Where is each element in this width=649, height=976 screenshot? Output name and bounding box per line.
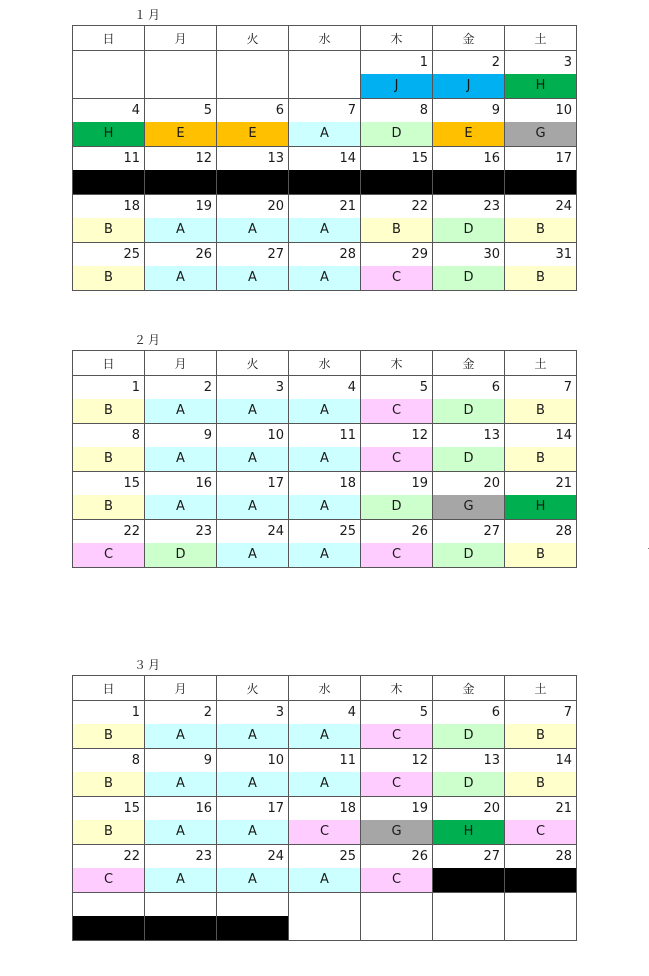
shift-label[interactable]: [433, 916, 505, 941]
day-number[interactable]: 21: [505, 797, 577, 820]
weekday-header: 金: [433, 351, 505, 376]
shift-label-row: [73, 122, 577, 147]
day-number[interactable]: 5: [361, 376, 433, 399]
day-number[interactable]: 3: [217, 376, 289, 399]
shift-label[interactable]: D: [361, 122, 433, 147]
shift-label[interactable]: C: [361, 724, 433, 749]
shift-label[interactable]: H: [505, 495, 577, 520]
shift-label[interactable]: A: [217, 399, 289, 424]
shift-label[interactable]: A: [289, 447, 361, 472]
day-number[interactable]: 14: [505, 749, 577, 772]
shift-label[interactable]: B: [73, 772, 145, 797]
day-number[interactable]: 10: [217, 424, 289, 447]
shift-label[interactable]: B: [505, 772, 577, 797]
shift-label[interactable]: H: [433, 820, 505, 845]
day-number[interactable]: 20: [433, 797, 505, 820]
weekday-header: 水: [289, 26, 361, 51]
shift-label[interactable]: A: [145, 868, 217, 893]
day-number[interactable]: 4: [73, 99, 145, 122]
shift-label-row: [73, 543, 577, 568]
shift-label[interactable]: B: [73, 447, 145, 472]
shift-label-row: [73, 170, 577, 195]
shift-label[interactable]: [217, 74, 289, 99]
day-number[interactable]: 18: [73, 195, 145, 218]
day-number[interactable]: [289, 51, 361, 74]
day-number[interactable]: 15: [73, 797, 145, 820]
shift-label[interactable]: D: [433, 543, 505, 568]
blocked-cell[interactable]: [505, 868, 577, 893]
shift-label-row: [73, 218, 577, 243]
day-number-row: [73, 893, 577, 916]
shift-label[interactable]: B: [505, 399, 577, 424]
day-number[interactable]: 7: [505, 376, 577, 399]
shift-label[interactable]: A: [217, 495, 289, 520]
day-number[interactable]: 5: [361, 701, 433, 724]
day-number[interactable]: 11: [73, 147, 145, 170]
day-number[interactable]: 21: [505, 472, 577, 495]
day-number[interactable]: 19: [361, 472, 433, 495]
shift-label-row: [73, 820, 577, 845]
day-number[interactable]: 1: [361, 51, 433, 74]
shift-label[interactable]: B: [73, 495, 145, 520]
weekday-header: 月: [145, 351, 217, 376]
day-number[interactable]: 24: [217, 845, 289, 868]
shift-label[interactable]: C: [505, 820, 577, 845]
month-title: ２月: [134, 333, 163, 347]
month-title: １月: [134, 8, 163, 22]
shift-label[interactable]: G: [505, 122, 577, 147]
shift-label[interactable]: B: [505, 447, 577, 472]
day-number[interactable]: 2: [145, 701, 217, 724]
blocked-cell[interactable]: [433, 868, 505, 893]
day-number[interactable]: 8: [73, 749, 145, 772]
weekday-header: 土: [505, 26, 577, 51]
weekday-header: 金: [433, 26, 505, 51]
shift-label-row: [73, 447, 577, 472]
day-number[interactable]: 7: [289, 99, 361, 122]
month-title: ３月: [134, 658, 163, 672]
day-number[interactable]: 22: [361, 195, 433, 218]
shift-label[interactable]: B: [505, 266, 577, 291]
shift-label[interactable]: A: [289, 218, 361, 243]
shift-label[interactable]: C: [289, 820, 361, 845]
shift-label[interactable]: A: [289, 543, 361, 568]
shift-label[interactable]: J: [433, 74, 505, 99]
shift-label-row: [73, 495, 577, 520]
day-number[interactable]: 19: [145, 195, 217, 218]
blocked-cell[interactable]: [433, 170, 505, 195]
shift-label[interactable]: J: [361, 74, 433, 99]
weekday-header: 金: [433, 676, 505, 701]
shift-label[interactable]: E: [433, 122, 505, 147]
blocked-cell[interactable]: [73, 170, 145, 195]
day-number[interactable]: 9: [145, 749, 217, 772]
shift-label[interactable]: D: [145, 543, 217, 568]
day-number[interactable]: 13: [433, 749, 505, 772]
day-number[interactable]: 8: [73, 424, 145, 447]
day-number[interactable]: 16: [145, 472, 217, 495]
blocked-cell[interactable]: [73, 916, 145, 941]
day-number[interactable]: 10: [505, 99, 577, 122]
shift-label[interactable]: A: [145, 820, 217, 845]
shift-label[interactable]: C: [73, 868, 145, 893]
weekday-header: 日: [73, 676, 145, 701]
shift-label[interactable]: C: [361, 543, 433, 568]
day-number[interactable]: 20: [217, 195, 289, 218]
day-number[interactable]: 4: [289, 376, 361, 399]
shift-label[interactable]: A: [145, 772, 217, 797]
shift-label[interactable]: C: [361, 868, 433, 893]
day-number[interactable]: 11: [289, 424, 361, 447]
shift-label[interactable]: H: [505, 74, 577, 99]
day-number[interactable]: 15: [73, 472, 145, 495]
day-number-row: [73, 376, 577, 399]
day-number[interactable]: 14: [289, 147, 361, 170]
shift-label-row: [73, 724, 577, 749]
day-number[interactable]: 25: [289, 520, 361, 543]
shift-label[interactable]: A: [289, 266, 361, 291]
weekday-header: 月: [145, 26, 217, 51]
shift-label[interactable]: A: [145, 495, 217, 520]
day-number[interactable]: 27: [433, 845, 505, 868]
weekday-header: 月: [145, 676, 217, 701]
day-number[interactable]: 17: [217, 472, 289, 495]
day-number[interactable]: 8: [361, 99, 433, 122]
day-number[interactable]: [217, 893, 289, 916]
day-number[interactable]: [73, 893, 145, 916]
day-number-row: [73, 195, 577, 218]
shift-label[interactable]: [145, 74, 217, 99]
shift-label[interactable]: D: [361, 495, 433, 520]
shift-label-row: [73, 772, 577, 797]
day-number[interactable]: 4: [289, 701, 361, 724]
day-number[interactable]: 24: [505, 195, 577, 218]
shift-label-row: [73, 399, 577, 424]
shift-label[interactable]: D: [433, 266, 505, 291]
day-number[interactable]: 23: [433, 195, 505, 218]
weekday-header: 火: [217, 676, 289, 701]
blocked-cell[interactable]: [145, 916, 217, 941]
blocked-cell[interactable]: [505, 170, 577, 195]
blocked-cell[interactable]: [361, 170, 433, 195]
day-number[interactable]: 31: [505, 243, 577, 266]
shift-label[interactable]: C: [73, 543, 145, 568]
shift-label[interactable]: A: [217, 772, 289, 797]
shift-label[interactable]: [73, 74, 145, 99]
day-number[interactable]: 7: [505, 701, 577, 724]
shift-label[interactable]: A: [217, 820, 289, 845]
day-number[interactable]: [289, 893, 361, 916]
day-number[interactable]: 25: [73, 243, 145, 266]
day-number-row: [73, 701, 577, 724]
shift-label[interactable]: A: [289, 772, 361, 797]
day-number-row: [73, 472, 577, 495]
weekday-header: 日: [73, 351, 145, 376]
shift-label[interactable]: [505, 916, 577, 941]
shift-label[interactable]: C: [361, 447, 433, 472]
day-number-row: [73, 845, 577, 868]
weekday-header: 木: [361, 676, 433, 701]
weekday-header: 土: [505, 351, 577, 376]
day-number[interactable]: 3: [505, 51, 577, 74]
day-number[interactable]: 12: [361, 424, 433, 447]
day-number[interactable]: [73, 51, 145, 74]
shift-label[interactable]: B: [73, 266, 145, 291]
day-number[interactable]: 27: [433, 520, 505, 543]
day-number-row: [73, 243, 577, 266]
day-number[interactable]: 17: [505, 147, 577, 170]
shift-label[interactable]: C: [361, 266, 433, 291]
shift-label[interactable]: A: [145, 266, 217, 291]
weekday-header-row: [73, 676, 577, 701]
day-number[interactable]: 22: [73, 845, 145, 868]
day-number[interactable]: 18: [289, 797, 361, 820]
weekday-header: 水: [289, 676, 361, 701]
weekday-header: 土: [505, 676, 577, 701]
shift-label[interactable]: B: [505, 543, 577, 568]
day-number[interactable]: 19: [361, 797, 433, 820]
shift-label[interactable]: A: [289, 122, 361, 147]
day-number[interactable]: 9: [145, 424, 217, 447]
shift-label[interactable]: H: [73, 122, 145, 147]
shift-label-row: [73, 74, 577, 99]
blocked-cell[interactable]: [145, 170, 217, 195]
shift-label[interactable]: [289, 74, 361, 99]
shift-label[interactable]: A: [217, 447, 289, 472]
day-number[interactable]: 23: [145, 845, 217, 868]
day-number[interactable]: 16: [433, 147, 505, 170]
day-number[interactable]: 26: [361, 845, 433, 868]
day-number[interactable]: [217, 51, 289, 74]
shift-label[interactable]: E: [145, 122, 217, 147]
shift-label[interactable]: A: [217, 266, 289, 291]
day-number[interactable]: [433, 893, 505, 916]
day-number[interactable]: 22: [73, 520, 145, 543]
blocked-cell[interactable]: [217, 170, 289, 195]
day-number[interactable]: 6: [433, 701, 505, 724]
shift-label[interactable]: E: [217, 122, 289, 147]
day-number[interactable]: 26: [145, 243, 217, 266]
day-number[interactable]: [145, 51, 217, 74]
shift-label[interactable]: A: [289, 399, 361, 424]
day-number[interactable]: 30: [433, 243, 505, 266]
day-number[interactable]: 28: [289, 243, 361, 266]
day-number[interactable]: 25: [289, 845, 361, 868]
day-number[interactable]: 28: [505, 845, 577, 868]
weekday-header: 火: [217, 351, 289, 376]
day-number[interactable]: 9: [433, 99, 505, 122]
day-number[interactable]: 6: [217, 99, 289, 122]
day-number-row: [73, 520, 577, 543]
weekday-header: 木: [361, 26, 433, 51]
day-number[interactable]: [145, 893, 217, 916]
shift-label[interactable]: C: [361, 399, 433, 424]
day-number[interactable]: 14: [505, 424, 577, 447]
month-calendar: [72, 675, 577, 941]
day-number[interactable]: 1: [73, 701, 145, 724]
shift-label[interactable]: G: [361, 820, 433, 845]
day-number[interactable]: 18: [289, 472, 361, 495]
shift-label[interactable]: A: [145, 218, 217, 243]
day-number-row: [73, 749, 577, 772]
day-number-row: [73, 51, 577, 74]
day-number[interactable]: 2: [145, 376, 217, 399]
day-number-row: [73, 147, 577, 170]
shift-label[interactable]: D: [433, 724, 505, 749]
shift-label[interactable]: A: [217, 724, 289, 749]
shift-label[interactable]: B: [73, 820, 145, 845]
day-number[interactable]: 10: [217, 749, 289, 772]
shift-label[interactable]: A: [217, 868, 289, 893]
shift-label[interactable]: [289, 916, 361, 941]
shift-label[interactable]: [361, 916, 433, 941]
day-number[interactable]: 12: [145, 147, 217, 170]
day-number[interactable]: 26: [361, 520, 433, 543]
day-number[interactable]: 5: [145, 99, 217, 122]
day-number[interactable]: 21: [289, 195, 361, 218]
weekday-header: 木: [361, 351, 433, 376]
day-number[interactable]: 28: [505, 520, 577, 543]
day-number[interactable]: 13: [217, 147, 289, 170]
day-number[interactable]: 2: [433, 51, 505, 74]
weekday-header-row: [73, 351, 577, 376]
day-number-row: [73, 99, 577, 122]
shift-label[interactable]: A: [289, 495, 361, 520]
shift-label[interactable]: D: [433, 218, 505, 243]
shift-label[interactable]: G: [433, 495, 505, 520]
month-calendar: [72, 25, 577, 291]
day-number[interactable]: 29: [361, 243, 433, 266]
day-number[interactable]: 23: [145, 520, 217, 543]
shift-label[interactable]: A: [145, 399, 217, 424]
shift-label[interactable]: D: [433, 447, 505, 472]
shift-label[interactable]: B: [73, 724, 145, 749]
day-number[interactable]: 1: [73, 376, 145, 399]
day-number-row: [73, 797, 577, 820]
weekday-header-row: [73, 26, 577, 51]
shift-label-row: [73, 916, 577, 941]
shift-label-row: [73, 868, 577, 893]
shift-label[interactable]: A: [217, 218, 289, 243]
day-number[interactable]: 12: [361, 749, 433, 772]
day-number[interactable]: [361, 893, 433, 916]
shift-label[interactable]: A: [145, 447, 217, 472]
day-number[interactable]: 20: [433, 472, 505, 495]
shift-label[interactable]: A: [289, 724, 361, 749]
blocked-cell[interactable]: [289, 170, 361, 195]
shift-label[interactable]: D: [433, 772, 505, 797]
weekday-header: 日: [73, 26, 145, 51]
shift-label[interactable]: B: [361, 218, 433, 243]
day-number[interactable]: 24: [217, 520, 289, 543]
shift-label[interactable]: B: [73, 399, 145, 424]
shift-label[interactable]: A: [145, 724, 217, 749]
shift-label[interactable]: A: [289, 868, 361, 893]
day-number[interactable]: 6: [433, 376, 505, 399]
shift-label[interactable]: D: [433, 399, 505, 424]
day-number[interactable]: 15: [361, 147, 433, 170]
day-number[interactable]: 11: [289, 749, 361, 772]
day-number[interactable]: 3: [217, 701, 289, 724]
day-number-row: [73, 424, 577, 447]
shift-label[interactable]: A: [217, 543, 289, 568]
day-number[interactable]: 17: [217, 797, 289, 820]
shift-label-row: [73, 266, 577, 291]
shift-label[interactable]: B: [505, 218, 577, 243]
blocked-cell[interactable]: [217, 916, 289, 941]
shift-label[interactable]: B: [505, 724, 577, 749]
day-number[interactable]: [505, 893, 577, 916]
weekday-header: 火: [217, 26, 289, 51]
day-number[interactable]: 27: [217, 243, 289, 266]
shift-label[interactable]: C: [361, 772, 433, 797]
month-calendar: [72, 350, 577, 568]
weekday-header: 水: [289, 351, 361, 376]
day-number[interactable]: 13: [433, 424, 505, 447]
day-number[interactable]: 16: [145, 797, 217, 820]
shift-label[interactable]: B: [73, 218, 145, 243]
